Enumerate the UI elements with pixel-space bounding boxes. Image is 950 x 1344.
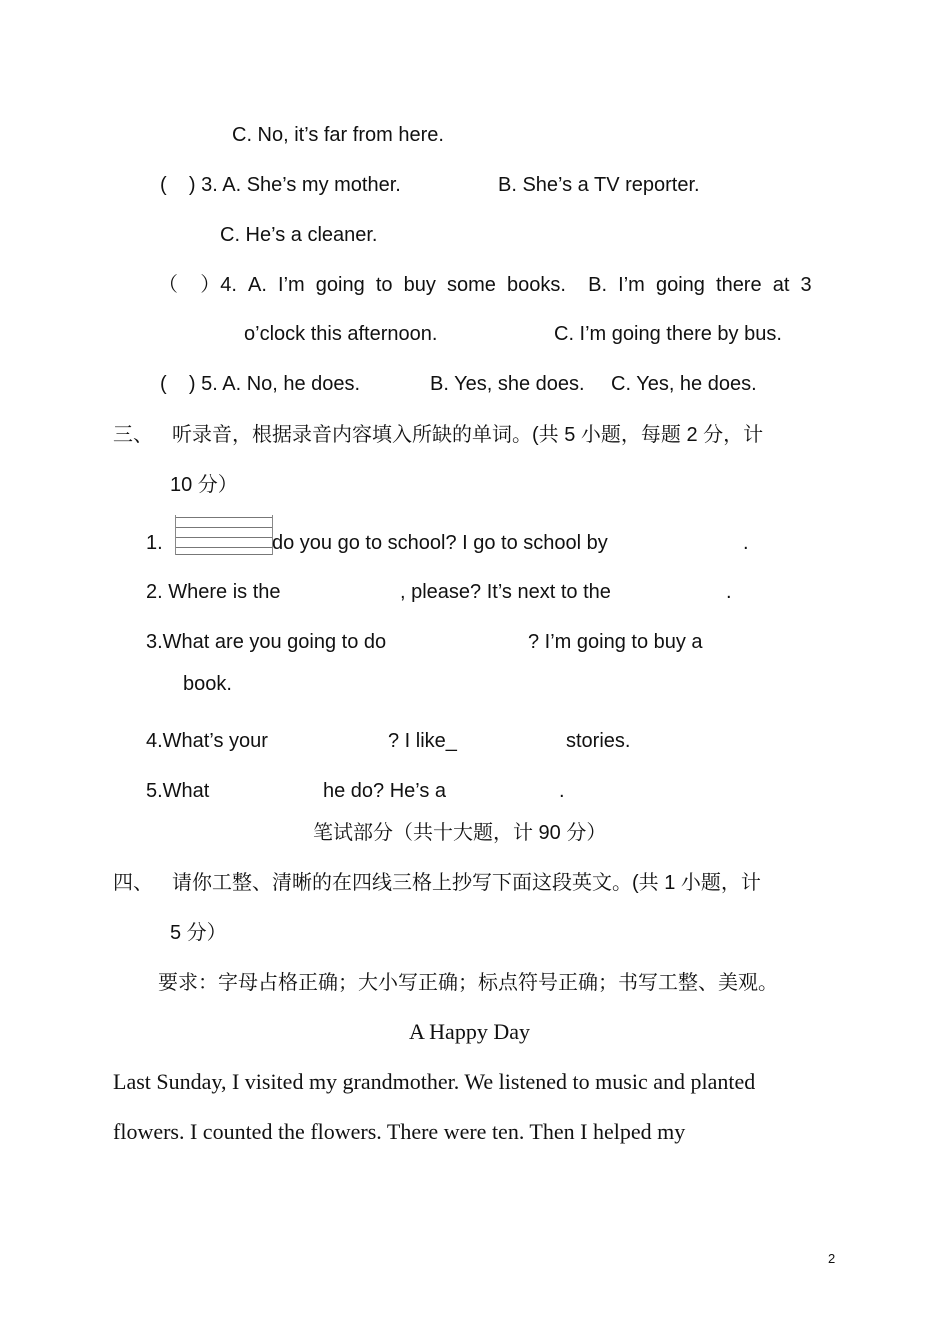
item-text: , please? It’s next to the <box>400 581 611 603</box>
item-text: 4.What’s your <box>146 730 268 752</box>
q4-line-cont: o’clock this afternoon. <box>244 323 438 345</box>
section-heading-cont: 10 分） <box>170 474 238 496</box>
passage-line: Last Sunday, I visited my grandmother. We listened to music and planted <box>113 1069 756 1094</box>
item-text: ? I’m going to buy a <box>528 631 703 653</box>
item-text: 5.What <box>146 780 210 802</box>
requirement-text: 要求：字母占格正确；大小写正确；标点符号正确；书写工整、美观。 <box>158 972 778 994</box>
q4-option-c: C. I’m going there by bus. <box>554 323 782 345</box>
item-text: 2. Where is the <box>146 581 281 603</box>
item-text: stories. <box>566 730 631 752</box>
page-number: 2 <box>828 1251 836 1266</box>
q2-option-c: C. No, it’s far from here. <box>232 124 444 146</box>
q5-option-b: B. Yes, she does. <box>430 373 585 395</box>
q5-line: ( ) 5. A. No, he does. <box>160 373 361 395</box>
item-text: he do? He’s a <box>323 780 447 802</box>
item-end: . <box>559 780 565 802</box>
item-text: ? I like_ <box>388 730 457 752</box>
q3-option-b: B. She’s a TV reporter. <box>498 174 700 196</box>
section-number: 四、 <box>113 872 153 894</box>
q3-option-c: C. He’s a cleaner. <box>220 224 378 246</box>
item-end: . <box>726 581 732 603</box>
written-part-title: 笔试部分（共十大题，计 90 分） <box>313 822 607 844</box>
item-number: 1. <box>146 532 163 554</box>
item-text-cont: book. <box>183 673 232 695</box>
item-text: 3.What are you going to do <box>146 631 387 653</box>
q5-option-c: C. Yes, he does. <box>611 373 757 395</box>
item-end: . <box>743 532 749 554</box>
q4-line: （ ）4. A. I’m going to buy some books. B. I’m going there at 3 <box>158 274 812 296</box>
section-heading: 听录音，根据录音内容填入所缺的单词。(共 5 小题，每题 2 分，计 <box>172 424 764 446</box>
passage-title: A Happy Day <box>409 1019 530 1044</box>
section-number: 三、 <box>113 424 153 446</box>
section-heading: 请你工整、清晰的在四线三格上抄写下面这段英文。(共 1 小题，计 <box>172 872 761 894</box>
item-text: do you go to school? I go to school by <box>272 532 608 554</box>
q3-line: ( ) 3. A. She’s my mother. <box>160 174 401 196</box>
passage-line: flowers. I counted the flowers. There were ten. Then I helped my <box>113 1119 686 1144</box>
four-line-grid <box>175 515 273 555</box>
section-heading-cont: 5 分） <box>170 922 227 944</box>
